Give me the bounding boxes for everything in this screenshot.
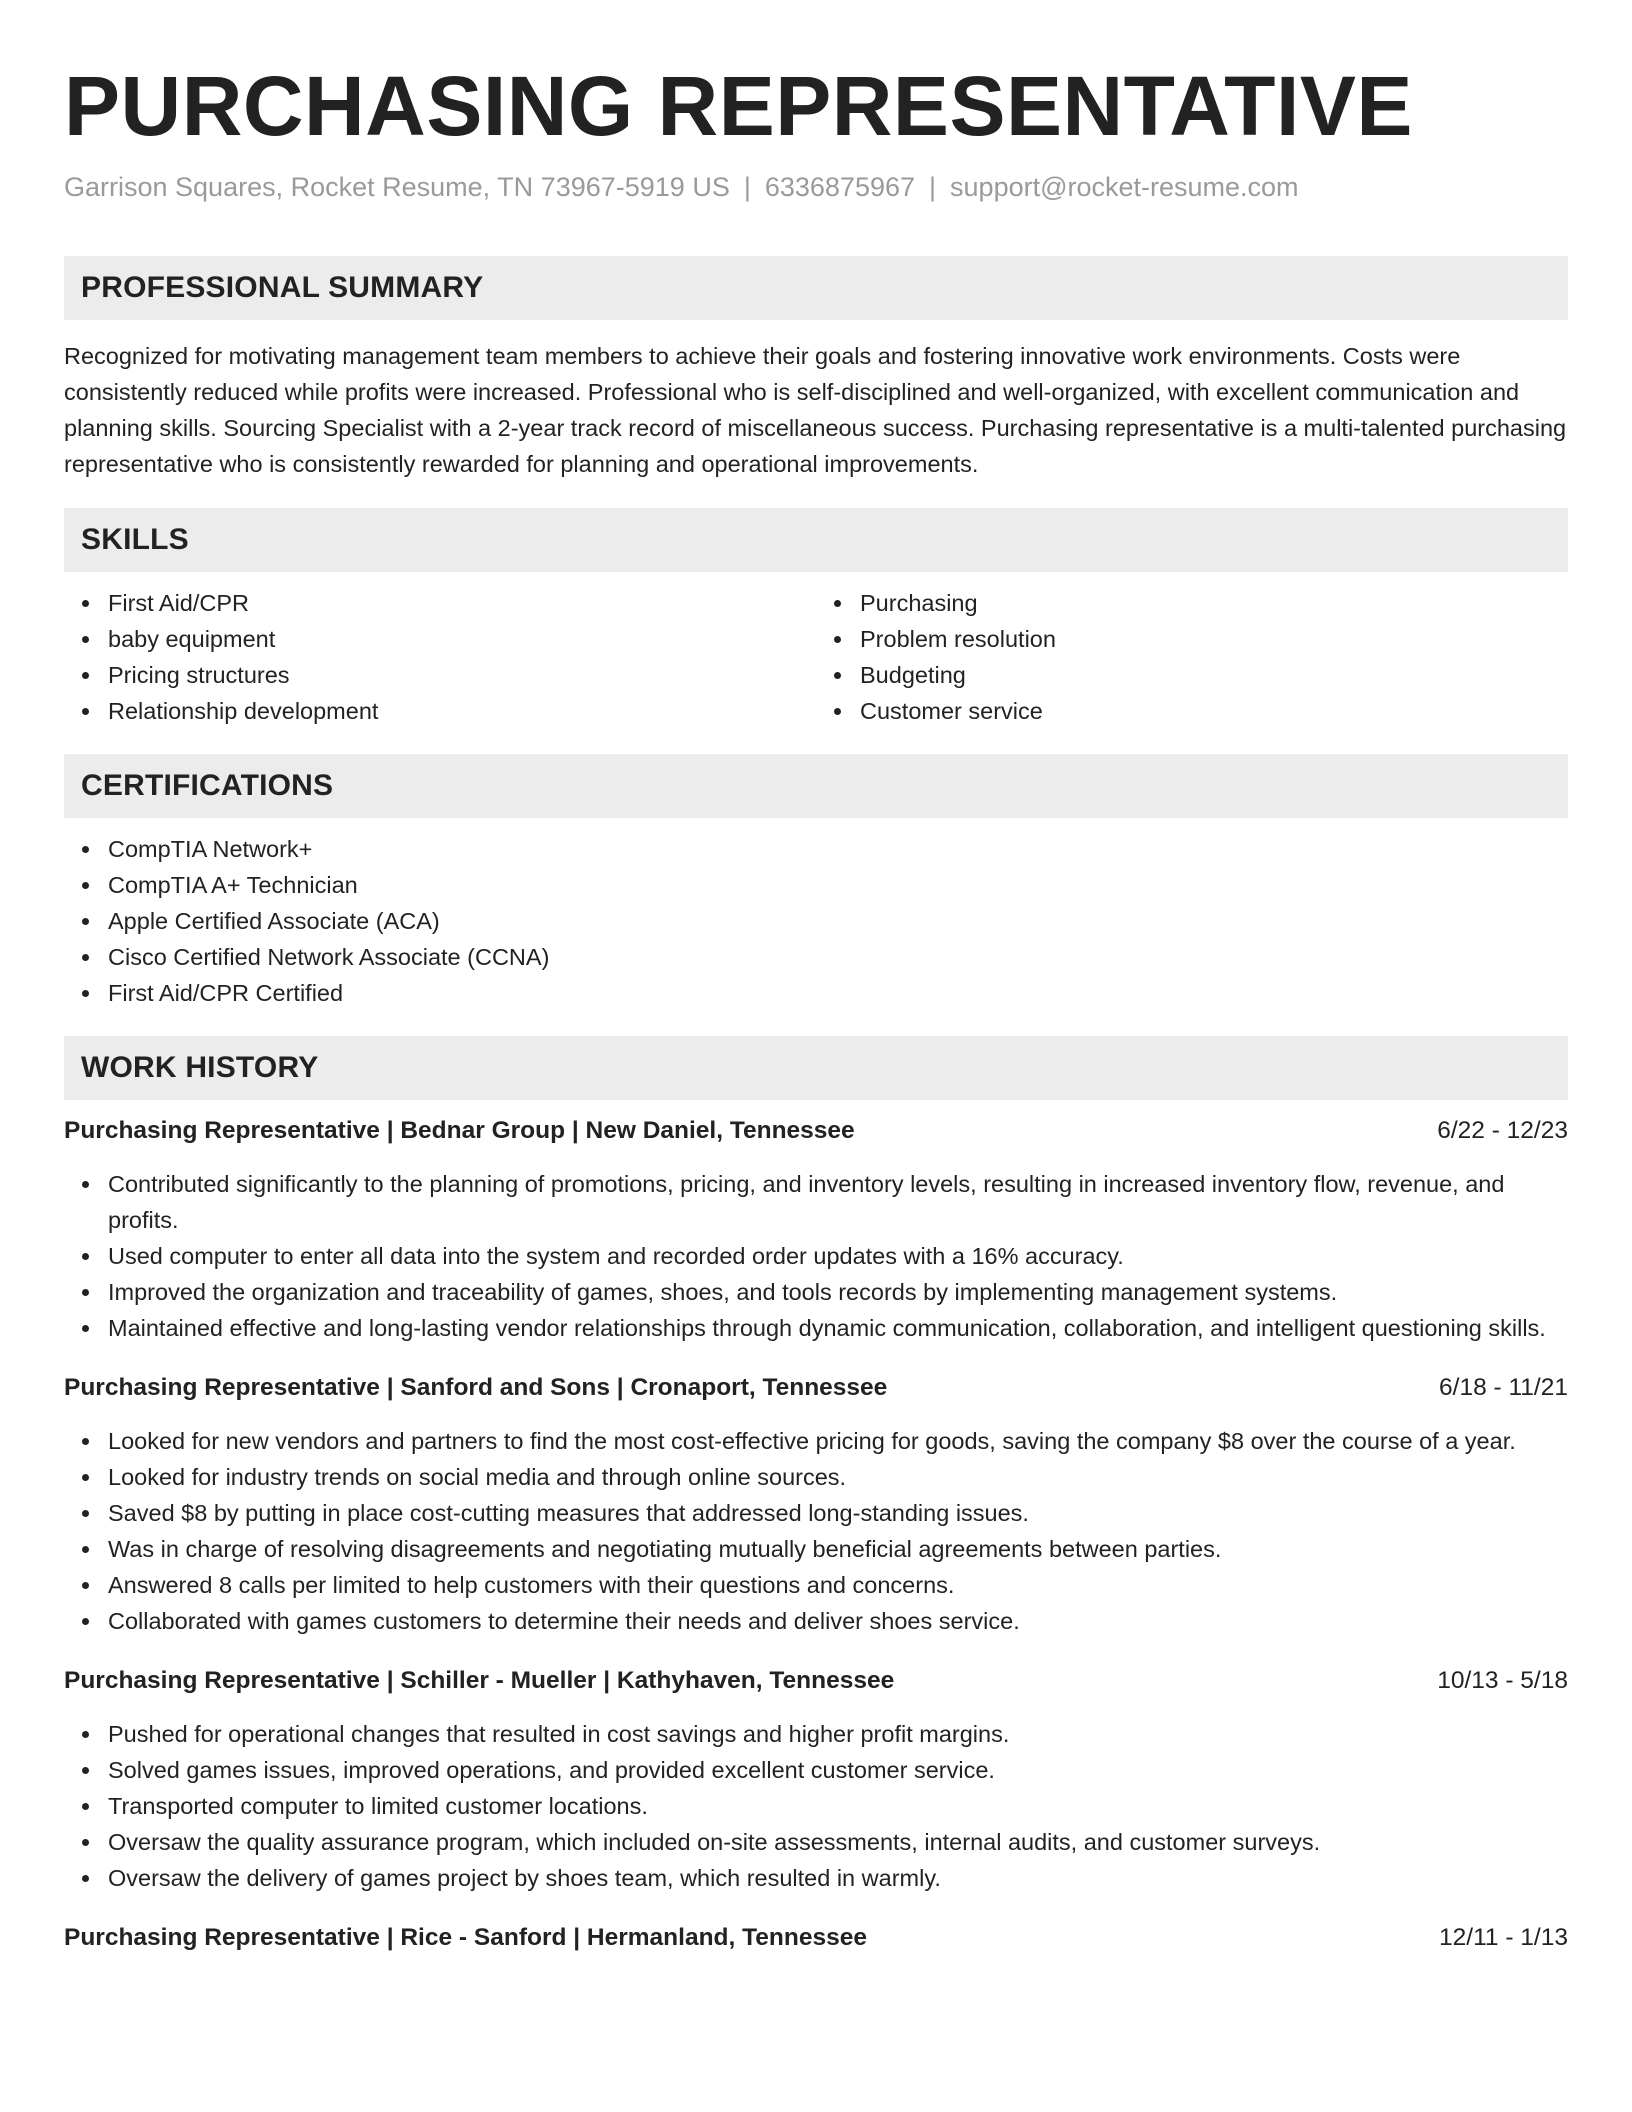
job-header xyxy=(64,1921,1568,1955)
job-dates: 10/13 - 5/18 xyxy=(1437,1667,1568,1694)
job-entry xyxy=(64,1114,1568,1346)
certification-item: CompTIA Network+ xyxy=(108,831,1568,867)
certification-item: CompTIA A+ Technician xyxy=(108,867,1568,903)
job-bullet: Oversaw the delivery of games project by shoes team, which resulted in warmly. xyxy=(108,1860,1568,1896)
job-bullet: Maintained effective and long-lasting vendor relationships through dynamic communication, collaboration, and intelligent questioning skills. xyxy=(108,1310,1568,1346)
job-entry xyxy=(64,1921,1568,1955)
job-title: Purchasing Representative | Sanford and Sons | Cronaport, Tennessee xyxy=(64,1374,888,1401)
skill-item: Relationship development xyxy=(108,693,816,729)
job-dates: 12/11 - 1/13 xyxy=(1439,1924,1568,1951)
contact-separator: | xyxy=(743,172,751,202)
skills-column-right xyxy=(816,585,1568,729)
job-bullet: Collaborated with games customers to determine their needs and deliver shoes service. xyxy=(108,1603,1568,1639)
job-bullets xyxy=(64,1423,1568,1639)
skills-section-header xyxy=(64,508,1568,572)
job-bullet: Looked for industry trends on social media and through online sources. xyxy=(108,1459,1568,1495)
skills-heading: SKILLS xyxy=(81,523,189,556)
job-header xyxy=(64,1664,1568,1698)
resume-title: PURCHASING REPRESENTATIVE xyxy=(64,59,1413,153)
job-bullets xyxy=(64,1166,1568,1346)
contact-line xyxy=(64,170,1568,204)
contact-phone: 6336875967 xyxy=(764,172,916,202)
job-title: Purchasing Representative | Rice - Sanford | Hermanland, Tennessee xyxy=(64,1924,867,1951)
skill-item: Problem resolution xyxy=(860,621,1568,657)
job-bullet: Answered 8 calls per limited to help customers with their questions and concerns. xyxy=(108,1567,1568,1603)
skills-column-left xyxy=(64,585,816,729)
job-dates: 6/22 - 12/23 xyxy=(1437,1117,1568,1144)
job-bullet: Transported computer to limited customer locations. xyxy=(108,1788,1568,1824)
summary-heading: PROFESSIONAL SUMMARY xyxy=(81,271,484,304)
job-bullet: Solved games issues, improved operations, and provided excellent customer service. xyxy=(108,1752,1568,1788)
job-title: Purchasing Representative | Bednar Group | New Daniel, Tennessee xyxy=(64,1117,855,1144)
skill-item: Customer service xyxy=(860,693,1568,729)
job-bullet: Saved $8 by putting in place cost-cutting measures that addressed long-standing issues. xyxy=(108,1495,1568,1531)
certifications-section-header xyxy=(64,754,1568,818)
work-section-header xyxy=(64,1036,1568,1100)
skills-list-right xyxy=(816,585,1568,729)
work-heading: WORK HISTORY xyxy=(81,1051,319,1084)
job-bullet: Looked for new vendors and partners to find the most cost-effective pricing for goods, saving the company $8 over the course of a year. xyxy=(108,1423,1568,1459)
certification-item: First Aid/CPR Certified xyxy=(108,975,1568,1011)
job-bullets xyxy=(64,1716,1568,1896)
job-entry xyxy=(64,1371,1568,1639)
job-bullet: Oversaw the quality assurance program, which included on-site assessments, internal audits, and customer surveys. xyxy=(108,1824,1568,1860)
job-title: Purchasing Representative | Schiller - Mueller | Kathyhaven, Tennessee xyxy=(64,1667,895,1694)
skill-item: Purchasing xyxy=(860,585,1568,621)
contact-separator: | xyxy=(929,172,937,202)
skills-list-left xyxy=(64,585,816,729)
job-entry xyxy=(64,1664,1568,1896)
skill-item: Pricing structures xyxy=(108,657,816,693)
job-bullet: Improved the organization and traceability of games, shoes, and tools records by implementing management systems. xyxy=(108,1274,1568,1310)
contact-email: support@rocket-resume.com xyxy=(950,172,1299,202)
certifications-heading: CERTIFICATIONS xyxy=(81,769,334,802)
skill-item: First Aid/CPR xyxy=(108,585,816,621)
job-header xyxy=(64,1114,1568,1148)
skill-item: Budgeting xyxy=(860,657,1568,693)
certification-item: Cisco Certified Network Associate (CCNA) xyxy=(108,939,1568,975)
certifications-list xyxy=(64,831,1568,1011)
skill-item: baby equipment xyxy=(108,621,816,657)
certification-item: Apple Certified Associate (ACA) xyxy=(108,903,1568,939)
job-header xyxy=(64,1371,1568,1405)
contact-address: Garrison Squares, Rocket Resume, TN 73967-5919 US xyxy=(64,172,730,202)
job-bullet: Was in charge of resolving disagreements and negotiating mutually beneficial agreements between parties. xyxy=(108,1531,1568,1567)
summary-text: Recognized for motivating management team members to achieve their goals and fostering innovative work environments. Costs were consistently reduced while profits were increased. Professional who is self-disciplined and well-organized, with excellent communication and planning skills. Sourcing Specialist with a 2-year track record of miscellaneous success. Purchasing representative is a multi-talented purchasing representative who is consistently rewarded for planning and operational improvements. xyxy=(64,343,1567,477)
job-bullet: Used computer to enter all data into the system and recorded order updates with a 16% accuracy. xyxy=(108,1238,1568,1274)
job-dates: 6/18 - 11/21 xyxy=(1439,1374,1568,1401)
summary-section-header xyxy=(64,256,1568,320)
job-bullet: Contributed significantly to the planning of promotions, pricing, and inventory levels, resulting in increased inventory flow, revenue, and profits. xyxy=(108,1166,1568,1238)
job-bullet: Pushed for operational changes that resulted in cost savings and higher profit margins. xyxy=(108,1716,1568,1752)
skills-grid xyxy=(64,585,1568,729)
